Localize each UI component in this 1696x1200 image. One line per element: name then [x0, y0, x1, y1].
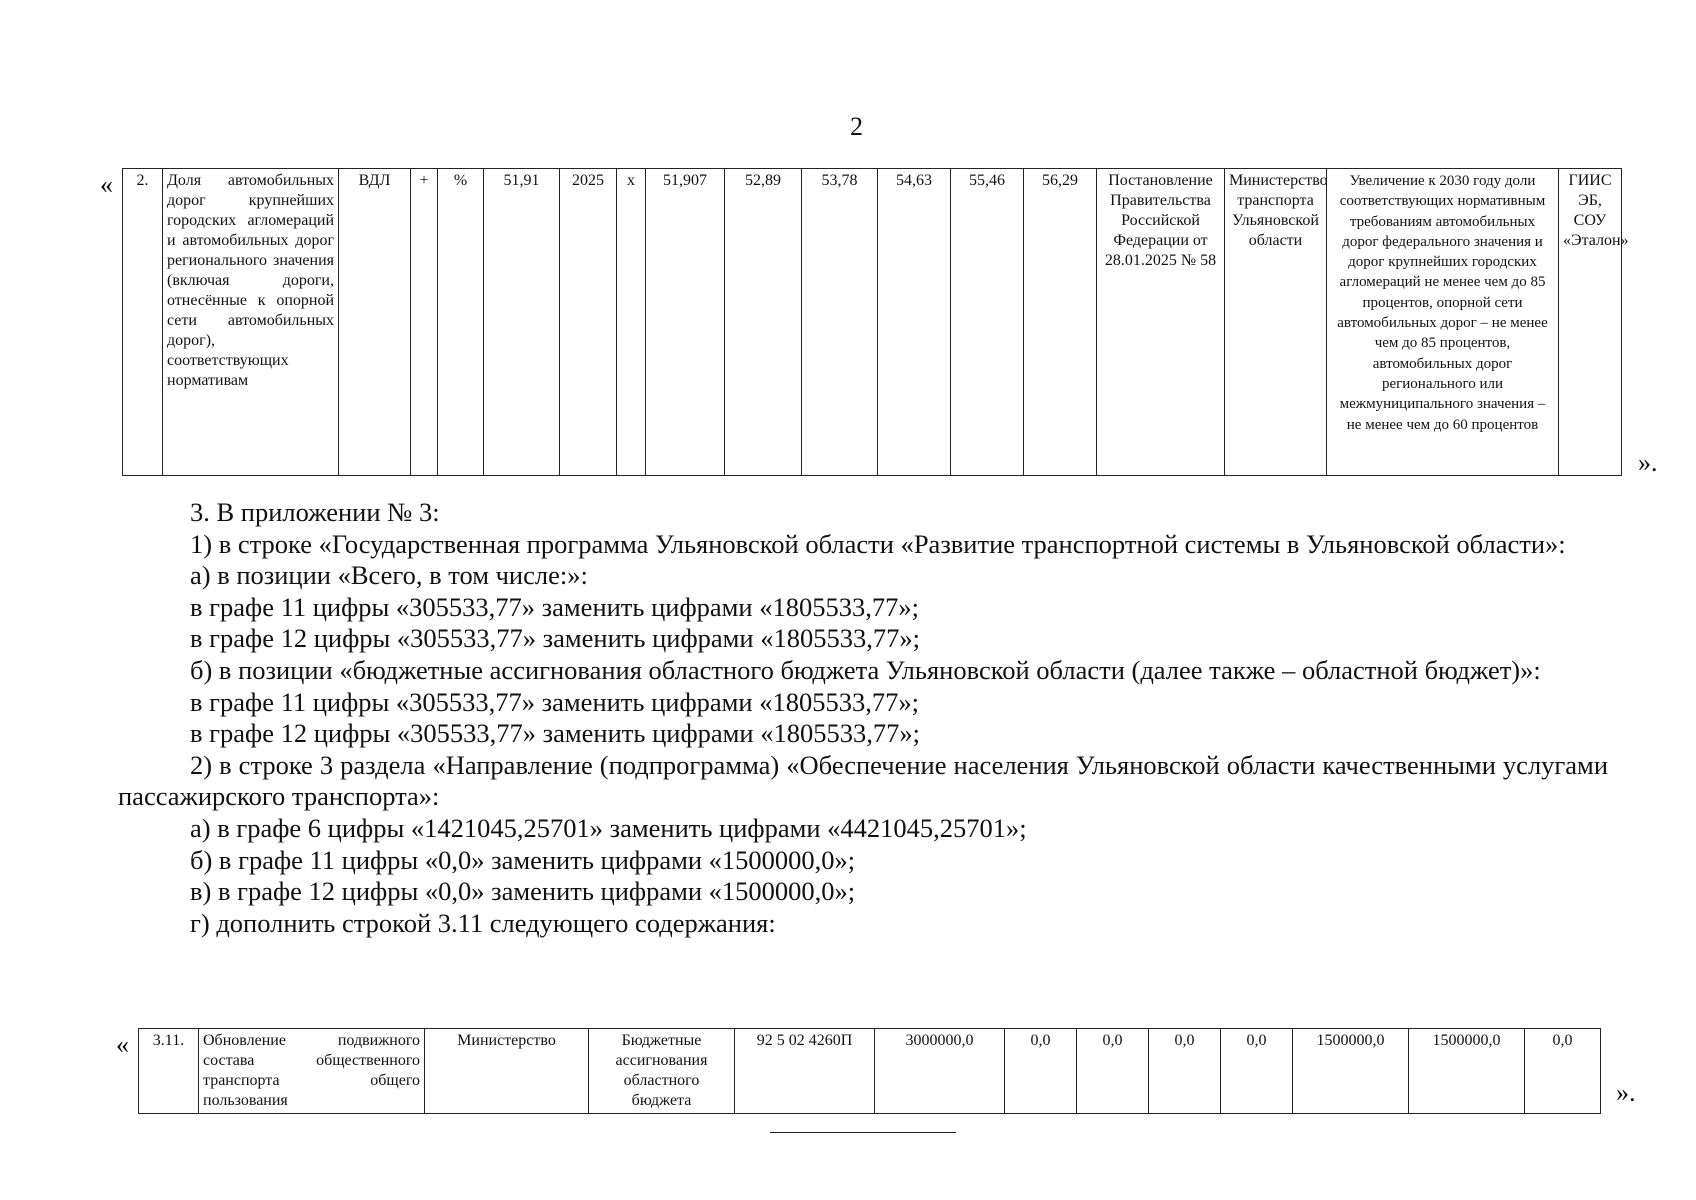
- indicator-code: ВДЛ: [339, 169, 411, 476]
- budget-code: 92 5 02 4260П: [735, 1029, 875, 1114]
- value-year-5: 55,46: [951, 169, 1024, 476]
- base-year: 2025: [560, 169, 617, 476]
- amount-year-7: 0,0: [1525, 1029, 1601, 1114]
- amount-year-4: 0,0: [1221, 1029, 1293, 1114]
- amount-year-6: 1500000,0: [1409, 1029, 1525, 1114]
- paragraph: 2) в строке 3 раздела «Направление (подпрограмма) «Обеспечение населения Ульяновской области качественными услугами пассажирского транспорта»:: [118, 749, 1608, 812]
- responsible-body: Министерство транспорта Ульяновской области: [1225, 169, 1327, 476]
- total-amount: 3000000,0: [875, 1029, 1005, 1114]
- activity-name: Обновление подвижного состава общественного транспорта общего пользования: [199, 1029, 425, 1114]
- paragraph: в) в графе 12 цифры «0,0» заменить цифрами «1500000,0»;: [190, 876, 856, 907]
- amount-year-5: 1500000,0: [1293, 1029, 1409, 1114]
- value-year-3: 53,78: [802, 169, 878, 476]
- funding-source: Бюджетные ассигнования областного бюджета: [589, 1029, 735, 1114]
- paragraph: в графе 11 цифры «305533,77» заменить цифрами «1805533,77»;: [190, 591, 919, 622]
- table-row: [123, 169, 1622, 476]
- paragraph: а) в позиции «Всего, в том числе:»:: [190, 560, 588, 591]
- amount-year-2: 0,0: [1077, 1029, 1149, 1114]
- row-number: 3.11.: [139, 1029, 199, 1114]
- base-value: 51,91: [484, 169, 560, 476]
- paragraph: б) в графе 11 цифры «0,0» заменить цифрами «1500000,0»;: [190, 844, 856, 875]
- info-system: ГИИС ЭБ, СОУ «Эталон»: [1559, 169, 1622, 476]
- indicator-table: [122, 168, 1629, 476]
- indicator-sign: +: [411, 169, 438, 476]
- table-row: [139, 1029, 1601, 1114]
- paragraph: а) в графе 6 цифры «1421045,25701» заменить цифрами «4421045,25701»;: [190, 812, 1027, 843]
- goal-text: Увеличение к 2030 году доли соответствующих нормативным требованиям автомобильных дорог федерального значения и дорог крупнейших городских агломераций не менее чем до 85 процентов, опорной сети автомобильных дорог – не менее чем до 85 процентов, автомобильных дорог регионального или межмуниципального значения – не менее чем до 60 процентов: [1327, 169, 1559, 476]
- paragraph: 3. В приложении № 3:: [190, 497, 440, 527]
- value-year-6: 56,29: [1024, 169, 1097, 476]
- table1-close-quote: ».: [1638, 448, 1658, 477]
- paragraph: г) дополнить строкой 3.11 следующего содержания:: [190, 907, 776, 938]
- amount-year-3: 0,0: [1149, 1029, 1221, 1114]
- activity-table: [138, 1028, 1601, 1114]
- row-number: 2.: [123, 169, 163, 476]
- x-mark: x: [617, 169, 646, 476]
- end-divider: [770, 1132, 956, 1133]
- indicator-name: Доля автомобильных дорог крупнейших городских агломераций и автомобильных дорог регионального значения (включая дороги, отнесённые к опорной сети автомобильных дорог), соответствующих нормативам: [163, 169, 339, 476]
- paragraph: в графе 11 цифры «305533,77» заменить цифрами «1805533,77»;: [190, 686, 919, 717]
- paragraph: б) в позиции «бюджетные ассигнования областного бюджета Ульяновской области (далее также – областной бюджет)»:: [190, 654, 1541, 685]
- amount-year-1: 0,0: [1005, 1029, 1077, 1114]
- page-number: 2: [850, 112, 863, 141]
- paragraph: 1) в строке «Государственная программа Ульяновской области «Развитие транспортной системы в Ульяновской области»:: [190, 528, 1566, 559]
- value-year-2: 52,89: [725, 169, 802, 476]
- responsible-body: Министерство: [425, 1029, 589, 1114]
- table2-close-quote: ».: [1616, 1078, 1636, 1107]
- paragraph: в графе 12 цифры «305533,77» заменить цифрами «1805533,77»;: [190, 623, 920, 654]
- table1-open-quote: «: [100, 170, 113, 199]
- value-year-1: 51,907: [646, 169, 725, 476]
- value-year-4: 54,63: [878, 169, 951, 476]
- table2-open-quote: «: [116, 1030, 129, 1059]
- source-document: Постановление Правительства Российской Федерации от 28.01.2025 № 58: [1097, 169, 1225, 476]
- paragraph: в графе 12 цифры «305533,77» заменить цифрами «1805533,77»;: [190, 718, 920, 749]
- unit: %: [438, 169, 484, 476]
- amendment-text: [118, 497, 1608, 939]
